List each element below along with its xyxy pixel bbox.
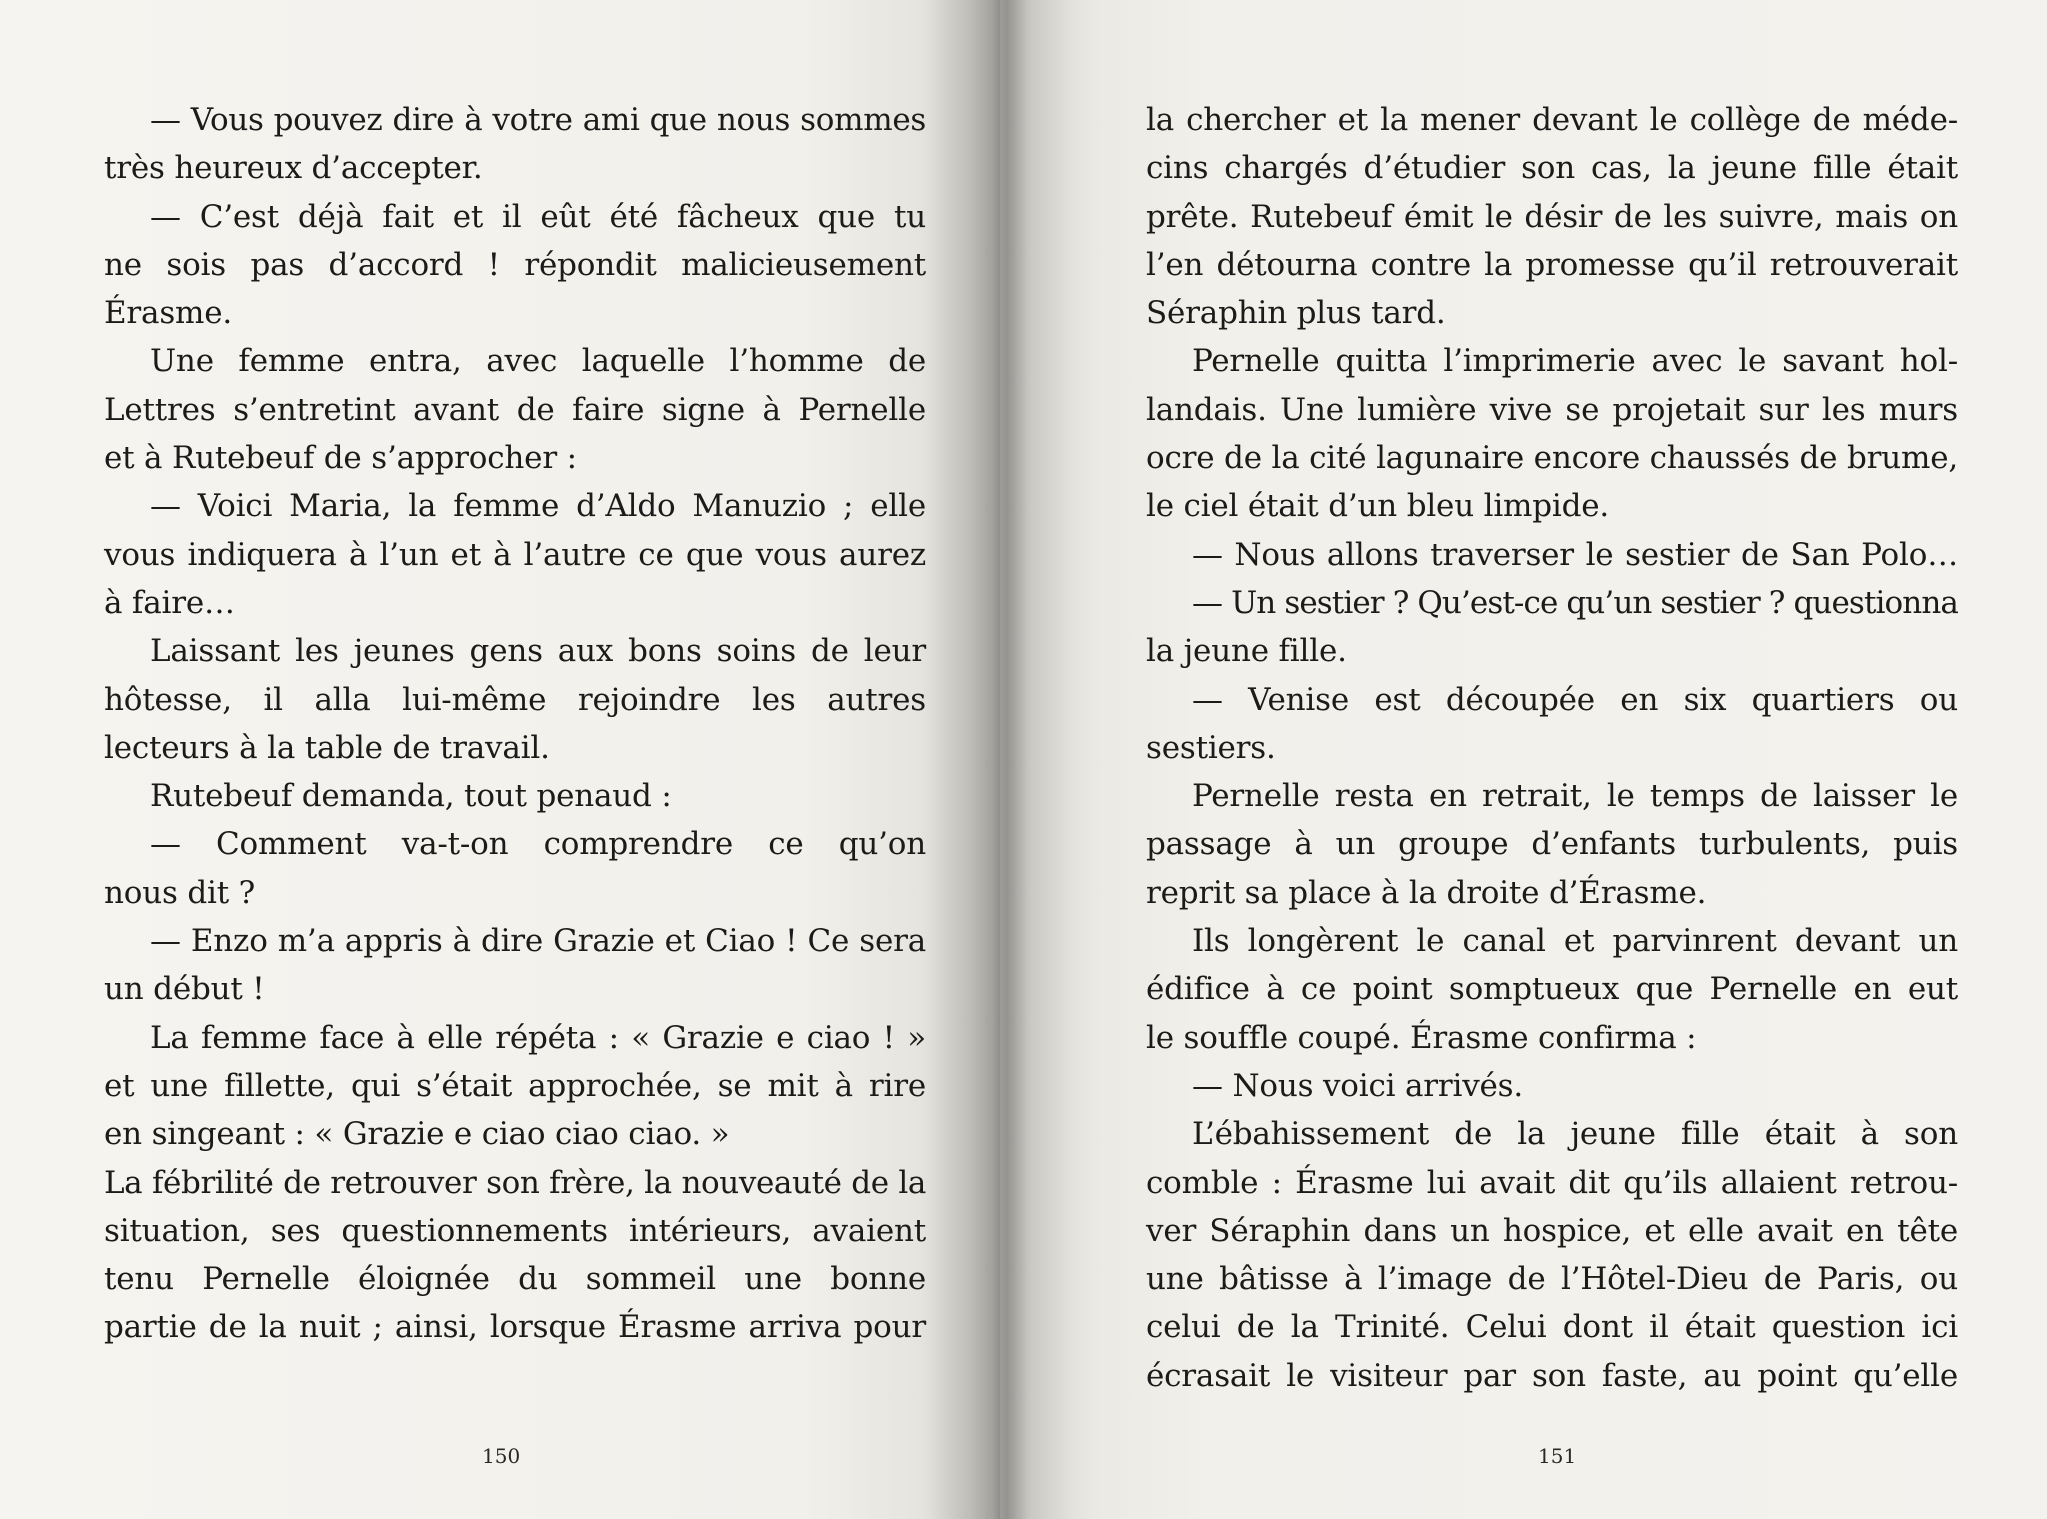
right-page — [1000, 0, 2047, 1519]
text-line: à faire… — [104, 584, 235, 621]
text-line: Érasme. — [104, 295, 233, 332]
text-line: celui de la Trinité. Celui dont il était question ici — [1146, 1309, 1958, 1346]
text-line: hôtesse, il alla lui-même rejoindre les autres — [104, 681, 926, 718]
text-line: ver Séraphin dans un hospice, et elle avait en tête — [1146, 1212, 1958, 1249]
text-line: landais. Une lumière vive se projetait sur les murs — [1146, 391, 1958, 428]
text-line: Pernelle resta en retrait, le temps de laisser le — [1192, 778, 1958, 815]
text-line: situation, ses questionnements intérieurs, avaient — [104, 1212, 926, 1249]
text-line: prête. Rutebeuf émit le désir de les suivre, mais on — [1146, 198, 1958, 235]
text-line: en singeant : « Grazie e ciao ciao ciao. » — [104, 1116, 730, 1153]
text-line: — C’est déjà fait et il eût été fâcheux que tu — [150, 198, 926, 235]
text-line: le ciel était d’un bleu limpide. — [1146, 488, 1610, 525]
text-line: la chercher et la mener devant le collège de méde- — [1146, 102, 1958, 138]
text-line: sestiers. — [1146, 729, 1276, 766]
text-line: et une fillette, qui s’était approchée, se mit à rire — [104, 1067, 926, 1104]
text-line: Rutebeuf demanda, tout penaud : — [150, 778, 672, 815]
text-line: comble : Érasme lui avait dit qu’ils allaient retrou- — [1146, 1164, 1958, 1201]
text-line: Une femme entra, avec laquelle l’homme de — [150, 343, 926, 380]
text-line: — Voici Maria, la femme d’Aldo Manuzio ; elle — [150, 488, 926, 525]
text-line: ocre de la cité lagunaire encore chaussés de brume, — [1146, 440, 1958, 477]
text-line: nous dit ? — [104, 874, 256, 911]
text-line: et à Rutebeuf de s’approcher : — [104, 440, 577, 477]
text-line: reprit sa place à la droite d’Érasme. — [1146, 874, 1707, 911]
text-line: tenu Pernelle éloignée du sommeil une bonne — [104, 1261, 926, 1298]
text-line: Pernelle quitta l’imprimerie avec le savant hol- — [1192, 343, 1958, 380]
text-line: La femme face à elle répéta : « Grazie e ciao ! » — [150, 1019, 926, 1056]
right-page-text — [1146, 96, 1958, 1400]
text-line: Séraphin plus tard. — [1146, 295, 1446, 332]
text-line: un début ! — [104, 971, 265, 1008]
text-line: édifice à ce point somptueux que Pernelle en eut — [1146, 971, 1958, 1008]
text-line: vous indiquera à l’un et à l’autre ce que vous aurez — [104, 536, 926, 573]
text-line: — Nous allons traverser le sestier de San Polo… — [1192, 536, 1958, 573]
text-line: la jeune fille. — [1146, 633, 1347, 670]
text-line: cins chargés d’étudier son cas, la jeune fille était — [1146, 150, 1958, 187]
left-page — [0, 0, 1000, 1519]
text-line: partie de la nuit ; ainsi, lorsque Érasme arriva pour — [104, 1309, 926, 1346]
text-line: — Comment va-t-on comprendre ce qu’on — [150, 826, 926, 863]
text-line: L’ébahissement de la jeune fille était à son — [1192, 1116, 1958, 1153]
text-line: écrasait le visiteur par son faste, au point qu’elle — [1146, 1357, 1958, 1394]
text-line: le souffle coupé. Érasme confirma : — [1146, 1019, 1697, 1056]
text-line: l’en détourna contre la promesse qu’il retrouverait — [1146, 246, 1958, 283]
left-page-number: 150 — [482, 1444, 521, 1468]
right-page-number: 151 — [1538, 1444, 1577, 1468]
text-line: très heureux d’accepter. — [104, 150, 483, 187]
text-line: — Un sestier ? Qu’est-ce qu’un sestier ? questionna — [1192, 584, 1958, 621]
text-line: Laissant les jeunes gens aux bons soins de leur — [150, 633, 926, 670]
text-line: une bâtisse à l’image de l’Hôtel-Dieu de Paris, ou — [1146, 1261, 1958, 1298]
left-page-text — [104, 96, 926, 1352]
text-line: La fébrilité de retrouver son frère, la nouveauté de la — [104, 1164, 926, 1201]
text-line: Ils longèrent le canal et parvinrent devant un — [1192, 923, 1958, 960]
text-line: — Vous pouvez dire à votre ami que nous sommes — [150, 102, 926, 138]
text-line: — Enzo m’a appris à dire Grazie et Ciao ! Ce sera — [150, 923, 926, 960]
text-line: passage à un groupe d’enfants turbulents, puis — [1146, 826, 1958, 863]
text-line: — Venise est découpée en six quartiers ou — [1192, 681, 1958, 718]
text-line: Lettres s’entretint avant de faire signe à Pernelle — [104, 391, 926, 428]
text-line: ne sois pas d’accord ! répondit malicieusement — [104, 246, 926, 283]
text-line: lecteurs à la table de travail. — [104, 729, 550, 766]
text-line: — Nous voici arrivés. — [1192, 1067, 1524, 1104]
